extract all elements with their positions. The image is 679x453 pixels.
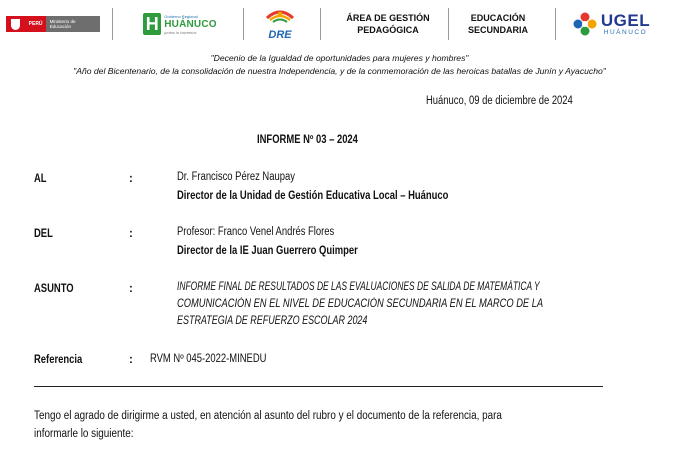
reference-value: RVM Nº 045-2022-MINEDU [150,353,267,365]
huanuco-h-icon: H [143,13,161,35]
to-label: AL [34,173,47,185]
body-line-1: Tengo el agrado de dirigirme a usted, en atención al asunto del rubro y el documento de la referencia, para [34,410,502,422]
header-divider [243,8,244,40]
to-name: Dr. Francisco Pérez Naupay [177,171,295,183]
decade-quote: "Decenio de la Igualdad de oportunidades para mujeres y hombres" [210,53,469,63]
dre-emblem-icon [263,8,297,30]
place-date: Huánuco, 09 de diciembre de 2024 [426,95,573,107]
header-divider [320,8,321,40]
ugel-name: UGEL [600,10,651,30]
header-divider [555,8,556,40]
peru-education-logo [6,6,100,42]
subject-line-3: ESTRATEGIA DE REFUERZO ESCOLAR 2024 [177,315,368,327]
header-divider [448,8,449,40]
subject-line-2: COMUNICACIÓN EN EL NIVEL DE EDUCACIÓN SECUNDARIA EN EL MARCO DE LA [177,298,544,310]
document-title: INFORME Nº 03 – 2024 [257,134,358,146]
separator-line [34,386,603,387]
gore-small-label: Gobierno Regional [164,13,198,19]
area-gestion-box [333,6,443,42]
education-line-1: EDUCACIÓN [470,13,526,23]
reference-colon: : [129,354,133,366]
to-position: Director de la Unidad de Gestión Educativa Local – Huánuco [177,190,449,202]
gore-name: HUÁNUCO [164,18,217,30]
dre-logo [252,6,308,42]
subject-line-1: INFORME FINAL DE RESULTADOS DE LAS EVALUACIONES DE SALIDA DE MATEMÁTICA Y [177,281,540,293]
from-label: DEL [34,228,53,240]
gore-tagline: juntos lo hacemos [164,29,197,35]
year-quote: "Año del Bicentenario, de la consolidación de nuestra Independencia, y de la conmemoración de las heroicas batallas de Junín y Ayacucho" [73,66,606,76]
from-position: Director de la IE Juan Guerrero Quimper [177,245,358,257]
ugel-flower-icon [572,11,598,37]
dre-name: DRE [268,28,292,41]
area-line-2: PEDAGÓGICA [357,25,419,35]
area-line-1: ÁREA DE GESTIÓN [346,13,430,23]
ugel-huanuco-logo [566,6,656,42]
reference-label: Referencia [34,354,83,366]
subject-label: ASUNTO [34,283,74,295]
subject-colon: : [129,283,133,295]
ugel-sub: HUÁNUCO [603,28,648,36]
gore-huanuco-logo [128,6,232,42]
peru-label: PERÚ [26,16,46,32]
educacion-secundaria-box [452,6,544,42]
header-divider [112,8,113,40]
ministry-label: Ministerio de Educación [46,16,100,32]
from-name: Profesor: Franco Venel Andrés Flores [177,226,335,238]
education-line-2: SECUNDARIA [467,25,528,35]
from-colon: : [129,228,133,240]
header-logo-strip [0,0,679,46]
to-colon: : [129,173,133,185]
peru-shield-icon [6,16,26,32]
body-line-2: informarle lo siguiente: [34,428,134,440]
